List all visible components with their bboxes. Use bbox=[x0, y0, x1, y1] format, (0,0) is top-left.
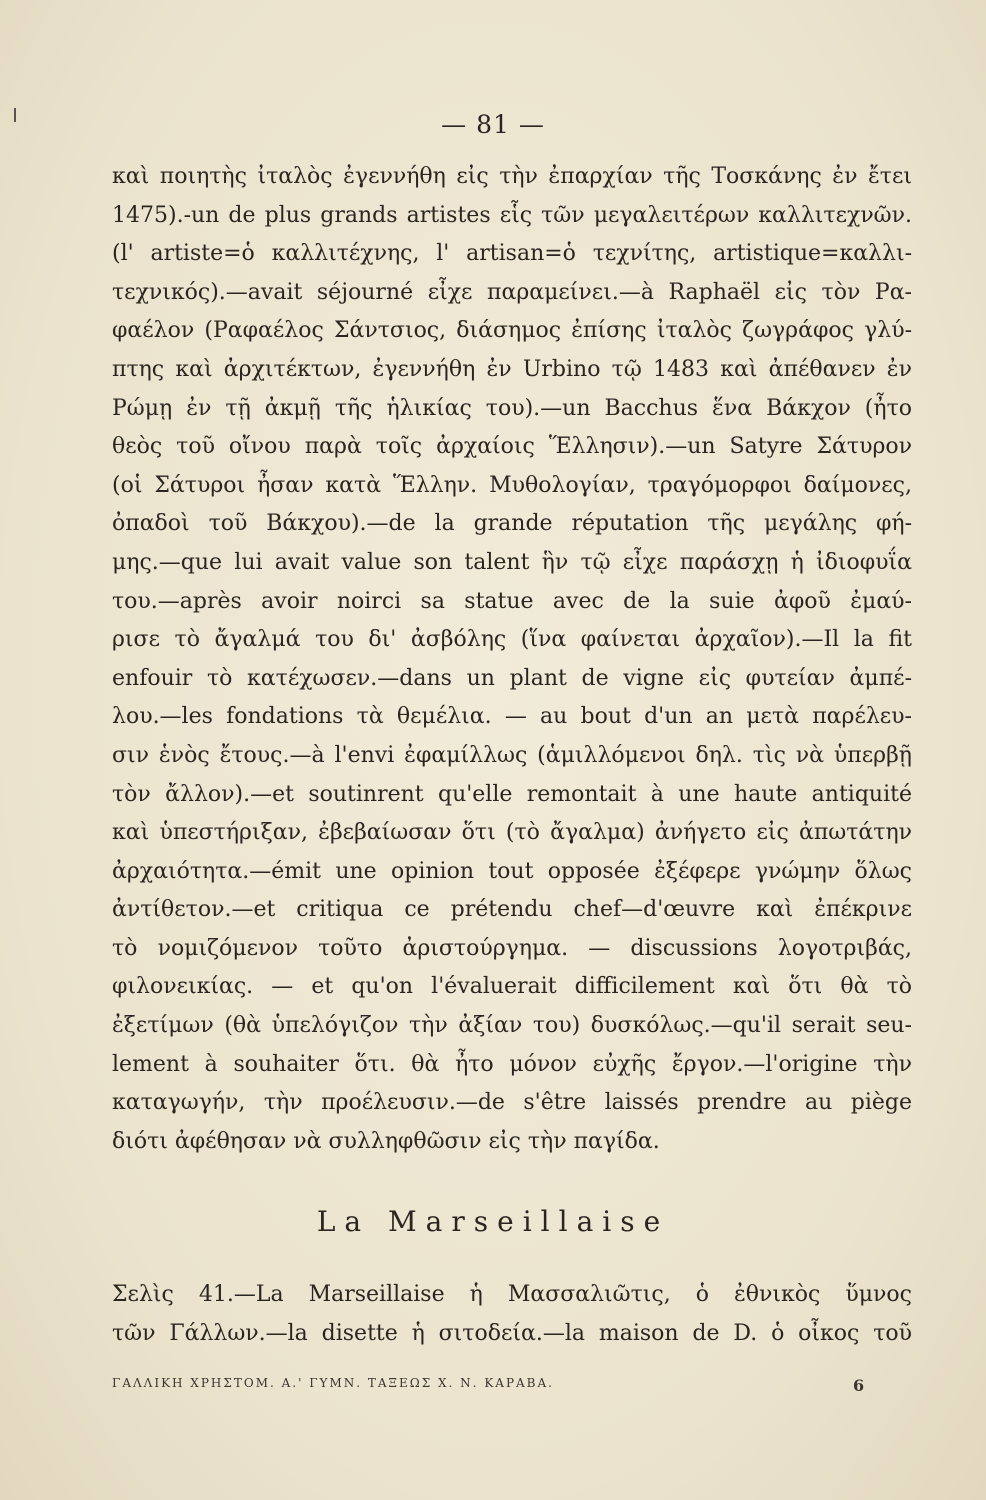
signature-mark: 6 bbox=[853, 1376, 865, 1395]
text-line: μης.—que lui avait value son talent ἣν τῷ εἶχε παράσχῃ ἡ ἰδιοφυΐα bbox=[112, 549, 912, 575]
text-line: φαέλον (Ραφαέλος Σάντσιος, διάσημος ἐπίσης ἰταλὸς ζωγράφος γλύ- bbox=[112, 318, 912, 344]
text-line: σιν ἑνὸς ἔτους.—à l'envi ἐφαμίλλως (ἁμιλλόμενοι δηλ. τὶς νὰ ὑπερβῇ bbox=[112, 742, 912, 768]
text-line: Σελὶς 41.—La Marseillaise ἡ Μασσαλιῶτις, ὁ ἐθνικὸς ὕμνος bbox=[112, 1282, 912, 1307]
text-line: (l' artiste=ὁ καλλιτέχνης, l' artisan=ὁ τεχνίτης, artistique=καλλι- bbox=[112, 241, 912, 267]
text-line: καὶ ποιητὴς ἰταλὸς ἐγεννήθη εἰς τὴν ἐπαρχίαν τῆς Τοσκάνης ἐν ἔτει bbox=[112, 164, 912, 189]
text-line: λου.—les fondations τὰ θεμέλια. — au bout d'un an μετὰ παρέλευ- bbox=[112, 704, 912, 730]
text-line: ρισε τὸ ἄγαλμά του δι' ἀσβόλης (ἵνα φαίνεται ἀρχαῖον).—Il la fit bbox=[112, 627, 912, 653]
text-line: ὀπαδοὶ τοῦ Βάκχου).—de la grande réputation τῆς μεγάλης φή- bbox=[112, 511, 912, 537]
text-line: θεὸς τοῦ οἴνου παρὰ τοῖς ἀρχαίοις Ἕλλησιν).—un Satyre Σάτυρον bbox=[112, 434, 912, 460]
text-line: τῶν Γάλλων.—la disette ἡ σιτοδεία.—la maison de D. ὁ οἶκος τοῦ bbox=[112, 1320, 912, 1346]
text-line: διότι ἀφέθησαν νὰ συλληφθῶσιν εἰς τὴν παγίδα. bbox=[112, 1128, 660, 1154]
text-line: τὸν ἄλλον).—et soutinrent qu'elle remontait à une haute antiquité bbox=[112, 781, 912, 807]
section-text bbox=[112, 1276, 912, 1353]
text-line: τεχνικός).—avait séjourné εἶχε παραμείνει.—à Raphaël εἰς τὸν Ρα- bbox=[112, 279, 912, 305]
text-line: 1475).-un de plus grands artistes εἷς τῶν μεγαλειτέρων καλλιτεχνῶν. bbox=[112, 202, 912, 228]
text-line: ἀρχαιότητα.—émit une opinion tout opposée ἐξέφερε γνώμην ὅλως bbox=[112, 858, 912, 884]
text-line: (οἱ Σάτυροι ἦσαν κατὰ Ἕλλην. Μυθολογίαν, τραγόμορφοι δαίμονες, bbox=[112, 472, 912, 498]
page-number: — 81 — bbox=[441, 110, 545, 139]
text-line: φιλονεικίας. — et qu'on l'évaluerait difficilement καὶ ὅτι θὰ τὸ bbox=[112, 974, 912, 1000]
text-line: τὸ νομιζόμενον τοῦτο ἀριστούργημα. — discussions λογοτριβάς, bbox=[112, 935, 912, 961]
text-line: lement à souhaiter ὅτι. θὰ ἦτο μόνον εὐχῆς ἔργον.—l'origine τὴν bbox=[112, 1051, 912, 1077]
section-title: La Marseillaise bbox=[316, 1205, 670, 1238]
text-line: ἀντίθετον.—et critiqua ce prétendu chef—d'œuvre καὶ ἐπέκρινε bbox=[112, 897, 912, 923]
text-line: πτης καὶ ἀρχιτέκτων, ἐγεννήθη ἐν Urbino τῷ 1483 καὶ ἀπέθανεν ἐν bbox=[112, 356, 912, 382]
text-line: enfouir τὸ κατέχωσεν.—dans un plant de vigne εἰς φυτείαν ἀμπέ- bbox=[112, 665, 912, 691]
main-text bbox=[112, 158, 912, 1161]
text-line: ἐξετίμων (θὰ ὑπελόγιζον τὴν ἀξίαν του) δυσκόλως.—qu'il serait seu- bbox=[112, 1013, 912, 1039]
text-line: καταγωγήν, τὴν προέλευσιν.—de s'être laissés prendre au piège bbox=[112, 1090, 912, 1116]
text-line: Ρώμῃ ἐν τῇ ἀκμῇ τῆς ἡλικίας του).—un Bacchus ἕνα Βάκχον (ἦτο bbox=[112, 395, 912, 421]
text-line: καὶ ὑπεστήριξαν, ἐβεβαίωσαν ὅτι (τὸ ἄγαλμα) ἀνήγετο εἰς ἀπωτάτην bbox=[112, 820, 912, 846]
printer-footer: ΓΑΛΛΙΚΗ ΧΡΗΣΤΟΜ. Α.' ΓΥΜΝ. ΤΑΞΕΩΣ Χ. Ν. ΚΑΡΑΒΑ. bbox=[112, 1376, 554, 1390]
text-line: του.—après avoir noirci sa statue avec de la suie ἀφοῦ ἐμαύ- bbox=[112, 588, 912, 614]
